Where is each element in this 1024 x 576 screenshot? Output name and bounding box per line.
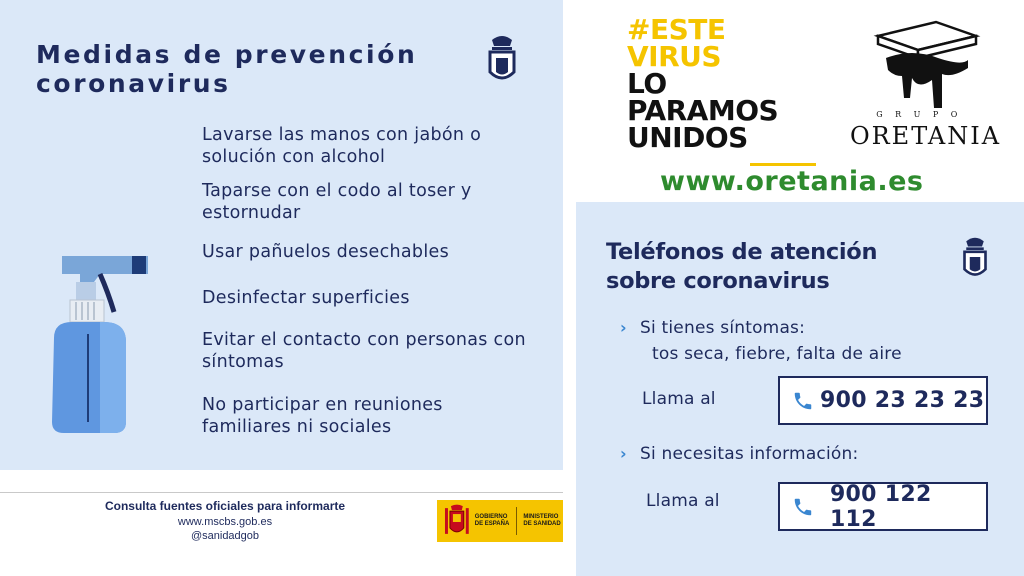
measure-item: Lavarse las manos con jabón o solución con alcohol xyxy=(202,125,482,167)
phone-number: 900 23 23 23 xyxy=(820,388,985,413)
spray-bottle-icon xyxy=(40,252,160,437)
crest-icon xyxy=(961,234,989,280)
phone-box-symptoms[interactable] xyxy=(778,376,988,425)
symptoms-detail: tos seca, fiebre, falta de aire xyxy=(652,344,902,364)
government-logo xyxy=(437,500,563,542)
footer-url-link[interactable]: www.mscbs.gob.es xyxy=(177,516,273,528)
measure-item: Taparse con el codo al toser y estornudar xyxy=(202,181,472,223)
call-label: Llama al xyxy=(646,491,720,511)
phone-icon xyxy=(792,496,814,518)
chevron-right-icon: › xyxy=(620,318,627,337)
call-label: Llama al xyxy=(642,389,716,409)
slogan-line: #ESTE xyxy=(627,13,726,46)
crest-icon xyxy=(486,32,518,84)
chevron-right-icon: › xyxy=(620,444,627,463)
measure-item: Desinfectar superficies xyxy=(202,288,410,308)
footer-info xyxy=(60,499,390,543)
phone-icon xyxy=(792,390,814,412)
slogan-line: LO xyxy=(627,67,667,100)
slogan-line: UNIDOS xyxy=(627,121,748,154)
slogan-line: PARAMOS xyxy=(627,94,779,127)
phones-title: Teléfonos de atención sobre coronavirus xyxy=(606,239,878,294)
website-link[interactable]: www.oretania.es xyxy=(660,166,924,197)
measure-item: No participar en reuniones familiares ni sociales xyxy=(202,395,443,437)
footer-divider xyxy=(0,492,563,493)
slogan xyxy=(627,13,827,154)
prevention-panel xyxy=(0,0,563,470)
grupo-label: GRUPO xyxy=(876,110,970,119)
oretania-logo-icon xyxy=(872,18,982,113)
measure-item: Evitar el contacto con personas con síntomas xyxy=(202,330,526,372)
phone-number: 900 122 112 xyxy=(829,481,932,532)
ministry-name: MINISTERIO DE SANIDAD xyxy=(523,514,561,527)
slogan-line: VIRUS xyxy=(627,40,722,73)
brand-name: ORETANIA xyxy=(849,122,1002,150)
phone-box-info[interactable] xyxy=(778,482,988,531)
info-label: Si necesitas información: xyxy=(640,444,859,464)
logo-divider xyxy=(516,507,517,535)
footer-title: Consulta fuentes oficiales para informarte xyxy=(104,499,346,513)
footer-handle-link[interactable]: @sanidadgob xyxy=(190,530,260,542)
prevention-title: Medidas de prevención coronavirus xyxy=(36,40,418,98)
symptoms-label: Si tienes síntomas: xyxy=(640,318,806,338)
measure-item: Usar pañuelos desechables xyxy=(202,242,449,262)
phones-panel xyxy=(576,202,1024,576)
coat-of-arms-icon xyxy=(443,504,471,538)
government-name: GOBIERNO DE ESPAÑA xyxy=(474,514,510,527)
